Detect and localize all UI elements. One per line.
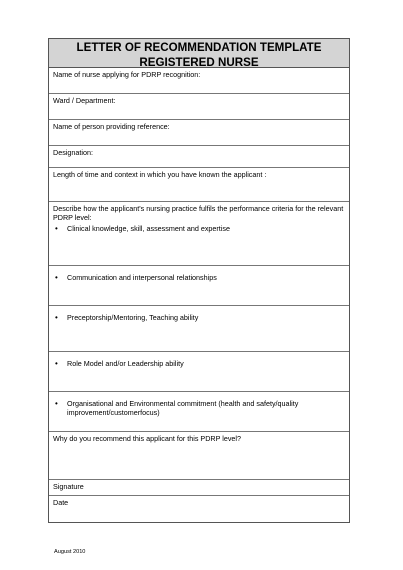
- organisational-field[interactable]: [49, 392, 349, 432]
- communication-label: Communication and interpersonal relationships: [67, 273, 217, 282]
- signature-label: Signature: [53, 482, 84, 491]
- designation-label: Designation:: [53, 148, 93, 157]
- role-model-field[interactable]: [49, 352, 349, 392]
- title-line-1: LETTER OF RECOMMENDATION TEMPLATE: [76, 41, 322, 54]
- designation-field[interactable]: [49, 146, 349, 168]
- bullet-dot: •: [55, 273, 58, 282]
- bullet-dot: •: [55, 399, 58, 408]
- title-line-2: REGISTERED NURSE: [139, 56, 259, 69]
- nurse-name-field[interactable]: [49, 68, 349, 94]
- date-label: Date: [53, 498, 69, 507]
- bullet-role-model: [53, 359, 345, 368]
- bullet-clinical: [53, 224, 345, 233]
- bullet-dot: •: [55, 224, 58, 233]
- recommendation-form: [48, 38, 350, 523]
- why-recommend-field[interactable]: [49, 432, 349, 480]
- ward-label: Ward / Department:: [53, 96, 116, 105]
- bullet-preceptorship: [53, 313, 345, 322]
- preceptorship-label: Preceptorship/Mentoring, Teaching ability: [67, 313, 199, 322]
- nurse-name-label: Name of nurse applying for PDRP recognition:: [53, 70, 201, 79]
- bullet-organisational: [53, 399, 345, 417]
- clinical-field[interactable]: [49, 202, 349, 266]
- clinical-label: Clinical knowledge, skill, assessment and expertise: [67, 224, 230, 233]
- form-title: [49, 38, 349, 68]
- communication-field[interactable]: [49, 266, 349, 306]
- preceptorship-field[interactable]: [49, 306, 349, 352]
- organisational-label: Organisational and Environmental commitment (health and safety/quality improvement/customerfocus): [67, 399, 299, 417]
- bullet-dot: •: [55, 313, 58, 322]
- referee-label: Name of person providing reference:: [53, 122, 170, 131]
- bullet-communication: [53, 273, 345, 282]
- length-context-field[interactable]: [49, 168, 349, 202]
- practice-intro-label: Describe how the applicant's nursing practice fulfils the performance criteria for the relevant PDRP level:: [53, 204, 344, 222]
- signature-field[interactable]: [49, 480, 349, 496]
- role-model-label: Role Model and/or Leadership ability: [67, 359, 184, 368]
- date-field[interactable]: [49, 496, 349, 522]
- bullet-dot: •: [55, 359, 58, 368]
- footer-date: August 2010: [54, 549, 86, 555]
- referee-field[interactable]: [49, 120, 349, 146]
- ward-field[interactable]: [49, 94, 349, 120]
- why-recommend-label: Why do you recommend this applicant for this PDRP level?: [53, 434, 242, 443]
- length-context-label: Length of time and context in which you have known the applicant :: [53, 170, 267, 179]
